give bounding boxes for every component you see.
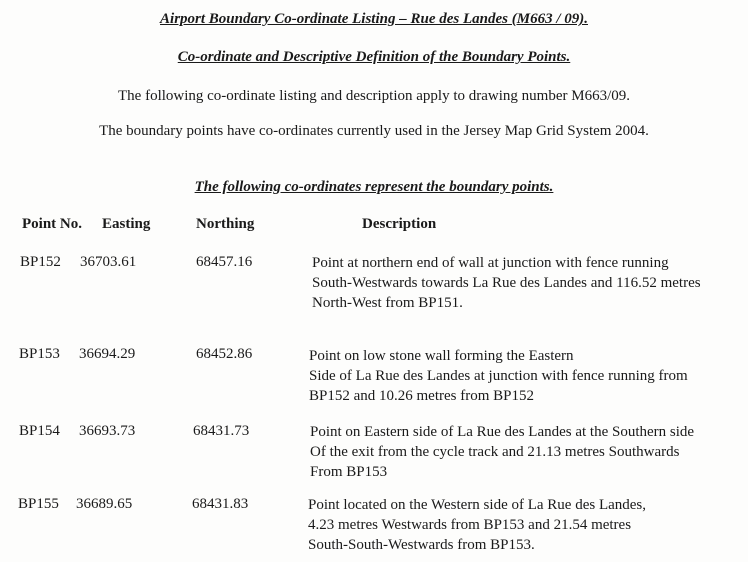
description-line: South-South-Westwards from BP153. [308, 537, 535, 553]
description-line: South-Westwards towards La Rue des Landes and 116.52 metres [312, 275, 701, 291]
easting-value: 36703.61 [80, 254, 137, 270]
point-number: BP152 [20, 254, 61, 270]
column-header-northing: Northing [196, 216, 255, 232]
northing-value: 68431.83 [192, 496, 249, 512]
description-line: From BP153 [310, 464, 388, 480]
northing-value: 68431.73 [193, 423, 250, 439]
column-header-easting: Easting [102, 216, 151, 232]
intro-paragraph-2: The boundary points have co-ordinates currently used in the Jersey Map Grid System 2004. [99, 123, 649, 139]
column-header-point: Point No. [22, 216, 82, 232]
point-number: BP154 [19, 423, 60, 439]
description-line: BP152 and 10.26 metres from BP152 [309, 388, 534, 404]
easting-value: 36693.73 [79, 423, 136, 439]
description-line: Point on Eastern side of La Rue des Landes at the Southern side [310, 424, 695, 440]
description-line: Side of La Rue des Landes at junction with fence running from [309, 368, 688, 384]
description-line: Of the exit from the cycle track and 21.13 metres Southwards [310, 444, 680, 460]
point-description [310, 422, 694, 482]
description-line: Point at northern end of wall at junction with fence running [312, 255, 669, 271]
point-description [312, 253, 701, 313]
description-line: North-West from BP151. [312, 295, 463, 311]
document-subtitle: Co-ordinate and Descriptive Definition of the Boundary Points. [177, 49, 571, 65]
description-line: Point on low stone wall forming the Eastern [309, 348, 574, 364]
intro-paragraph-1: The following co-ordinate listing and description apply to drawing number M663/09. [118, 88, 630, 104]
table-heading: The following co-ordinates represent the boundary points. [194, 179, 554, 195]
point-description [308, 495, 646, 555]
easting-value: 36694.29 [79, 346, 136, 362]
point-number: BP155 [18, 496, 59, 512]
description-line: 4.23 metres Westwards from BP153 and 21.54 metres [308, 517, 632, 533]
document-title: Airport Boundary Co-ordinate Listing – Rue des Landes (M663 / 09). [160, 11, 588, 27]
easting-value: 36689.65 [76, 496, 133, 512]
northing-value: 68457.16 [196, 254, 253, 270]
description-line: Point located on the Western side of La Rue des Landes, [308, 497, 647, 513]
point-number: BP153 [19, 346, 60, 362]
northing-value: 68452.86 [196, 346, 253, 362]
point-description [309, 346, 688, 406]
column-header-description: Description [362, 216, 437, 232]
